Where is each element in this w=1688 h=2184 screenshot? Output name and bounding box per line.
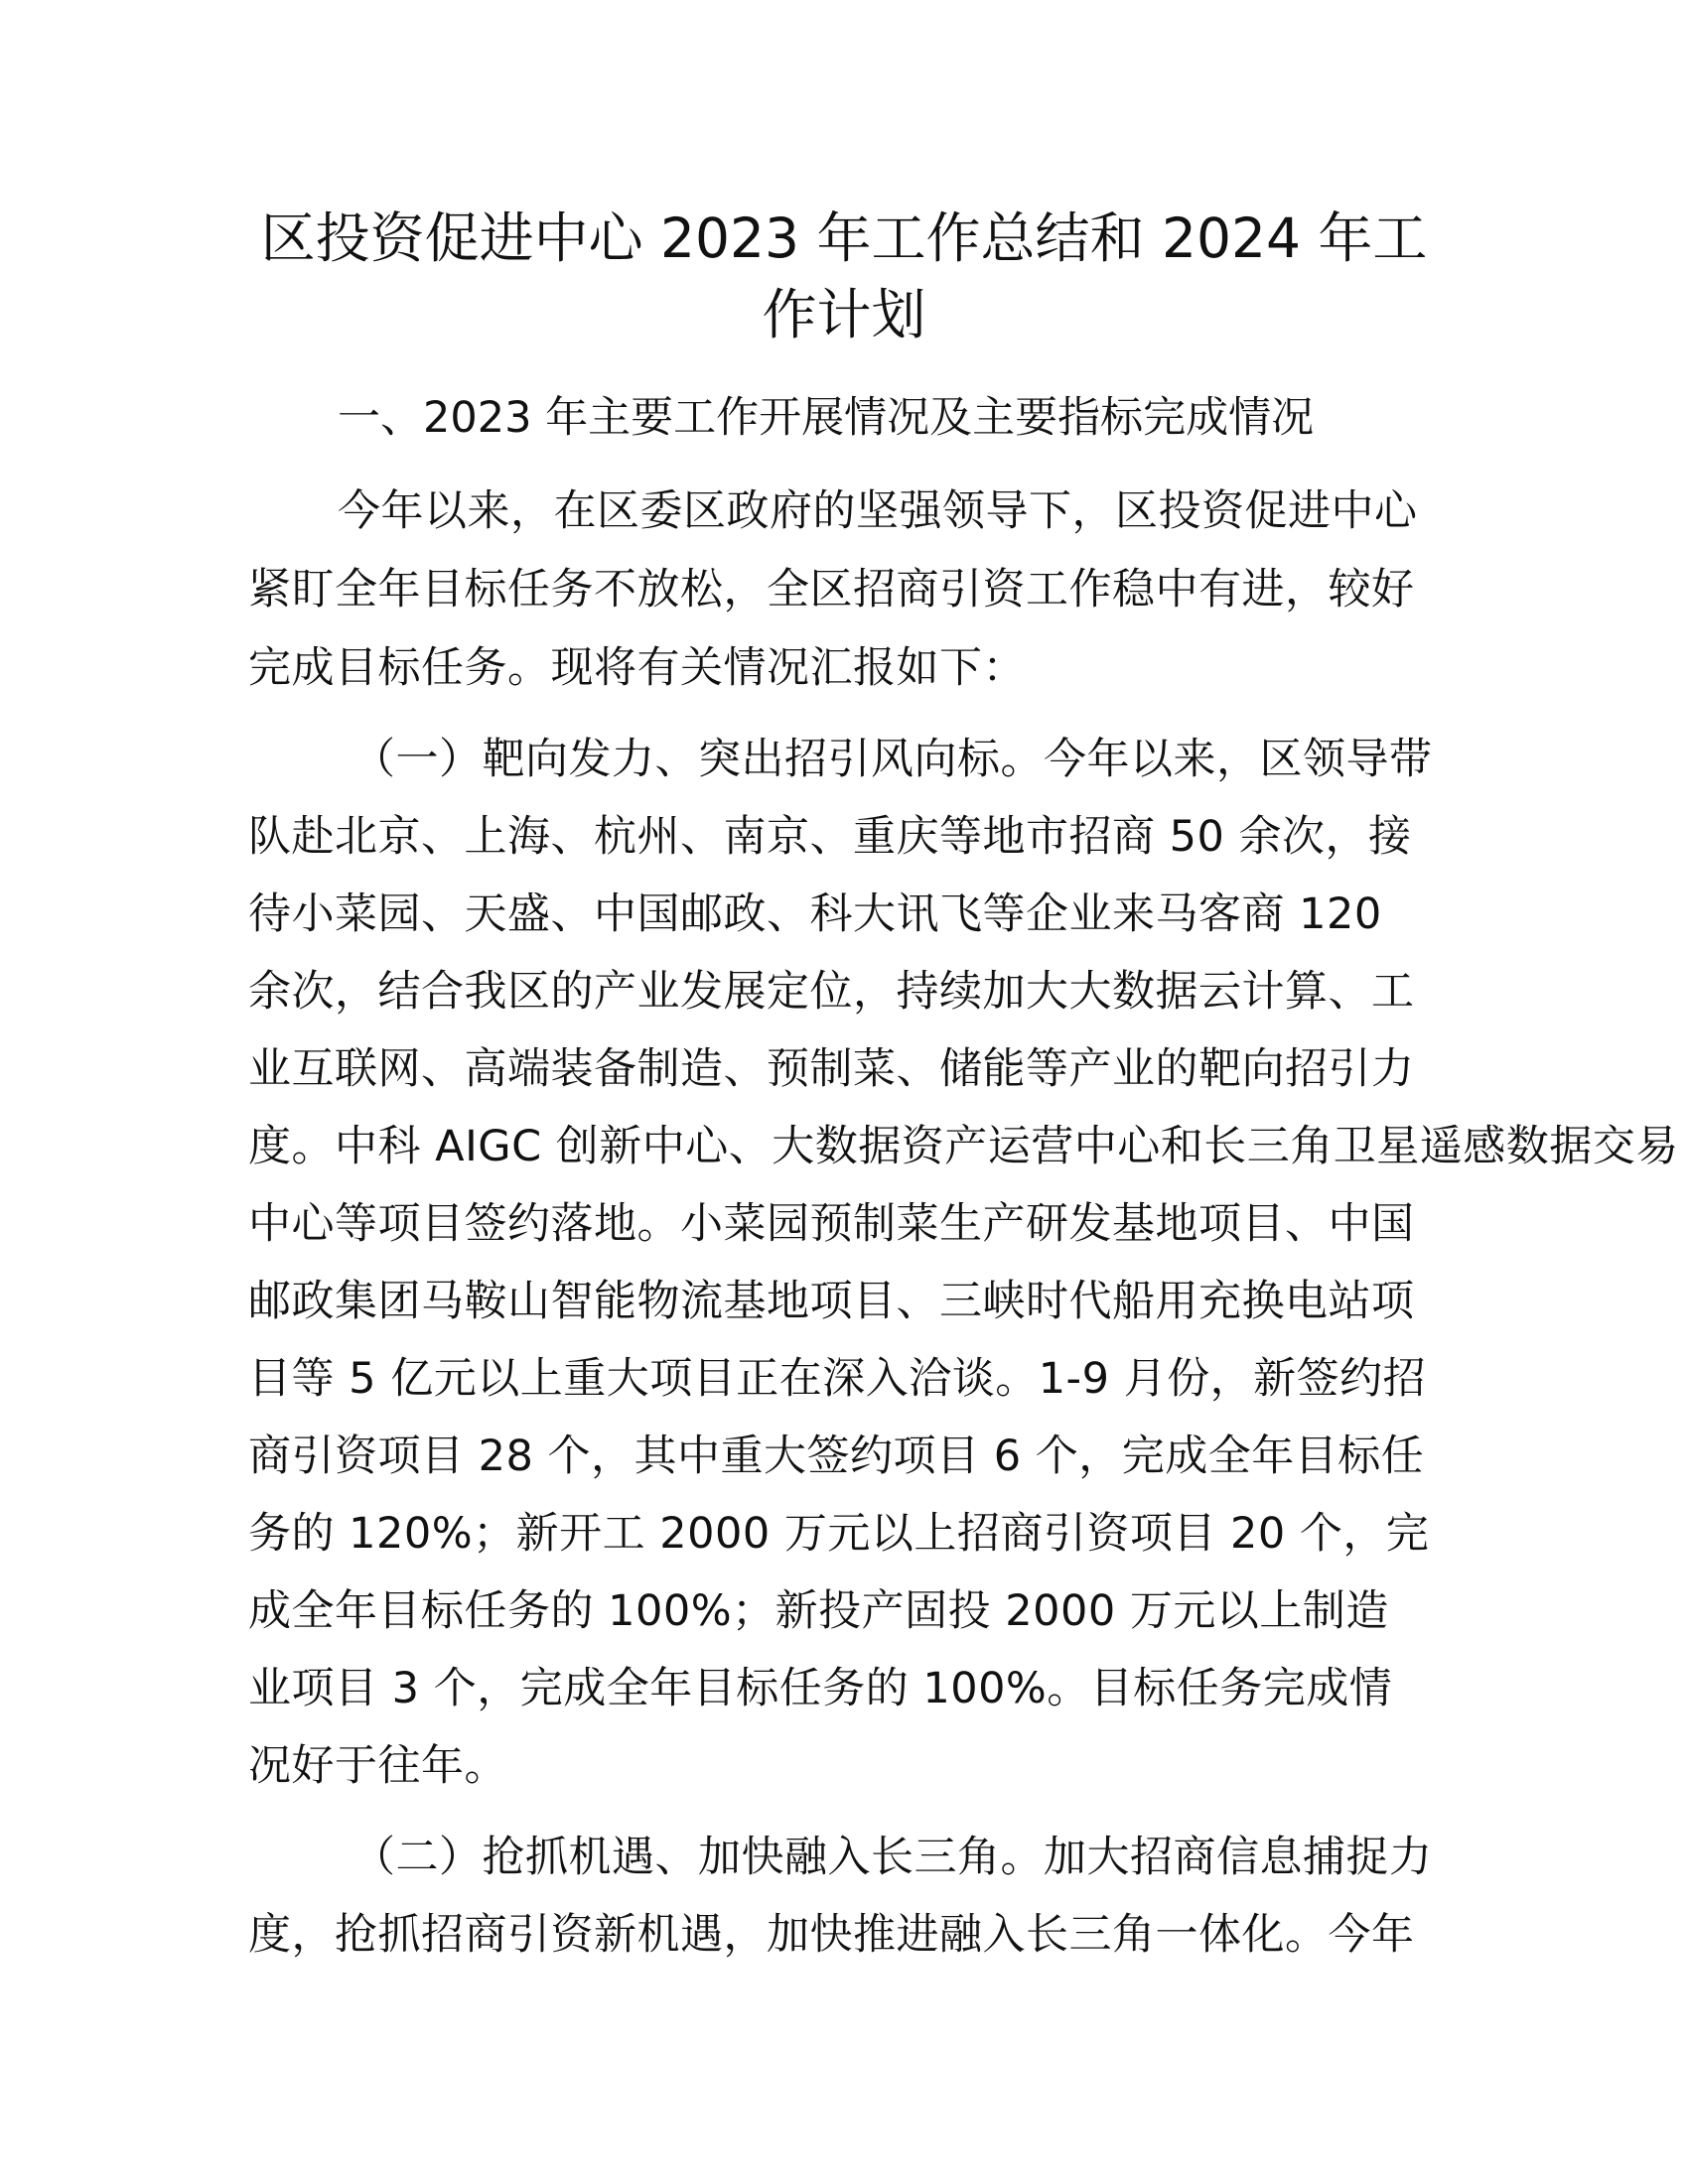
item1-line: 务的 120%；新开工 2000 万元以上招商引资项目 20 个，完 [248, 1509, 1430, 1559]
item2-line: 度，抢抓招商引资新机遇，加快推进融入长三角一体化。今年 [248, 1910, 1415, 1960]
item1-line: 待小菜园、天盛、中国邮政、科大讯飞等企业来马客商 120 [248, 889, 1382, 939]
intro-line: 今年以来，在区委区政府的坚强领导下，区投资促进中心 [338, 486, 1418, 536]
document-title-line-1: 区投资促进中心 2023 年工作总结和 2024 年工 [260, 206, 1428, 270]
item1-line: 邮政集团马鞍山智能物流基地项目、三峡时代船用充换电站项 [248, 1277, 1415, 1326]
item1-line: 成全年目标任务的 100%；新投产固投 2000 万元以上制造 [248, 1586, 1389, 1636]
item1-line: 度。中科 AIGC 创新中心、大数据资产运营中心和长三角卫星遥感数据交易 [248, 1122, 1679, 1171]
item1-line: 商引资项目 28 个，其中重大签约项目 6 个，完成全年目标任 [248, 1432, 1425, 1481]
item1-line: 况好于往年。 [248, 1741, 507, 1791]
section-heading: 一、2023 年主要工作开展情况及主要指标完成情况 [338, 393, 1315, 443]
item1-line: 余次，结合我区的产业发展定位，持续加大大数据云计算、工 [248, 967, 1415, 1017]
document-title-line-2: 作计划 [762, 283, 926, 346]
item1-line: 中心等项目签约落地。小菜园预制菜生产研发基地项目、中国 [248, 1199, 1415, 1249]
intro-line: 紧盯全年目标任务不放松，全区招商引资工作稳中有进，较好 [248, 565, 1415, 614]
item1-line: 队赴北京、上海、杭州、南京、重庆等地市招商 50 余次，接 [248, 812, 1412, 862]
item1-line: 业互联网、高端装备制造、预制菜、储能等产业的靶向招引力 [248, 1044, 1415, 1094]
item1-line: 目等 5 亿元以上重大项目正在深入洽谈。1-9 月份，新签约招 [248, 1354, 1427, 1404]
item2-line: （二）抢抓机遇、加快融入长三角。加大招商信息捕捉力 [352, 1833, 1433, 1882]
intro-line: 完成目标任务。现将有关情况汇报如下： [248, 643, 1026, 693]
item1-line: （一）靶向发力、突出招引风向标。今年以来，区领导带 [352, 735, 1433, 784]
item1-line: 业项目 3 个，完成全年目标任务的 100%。目标任务完成情 [248, 1664, 1393, 1713]
